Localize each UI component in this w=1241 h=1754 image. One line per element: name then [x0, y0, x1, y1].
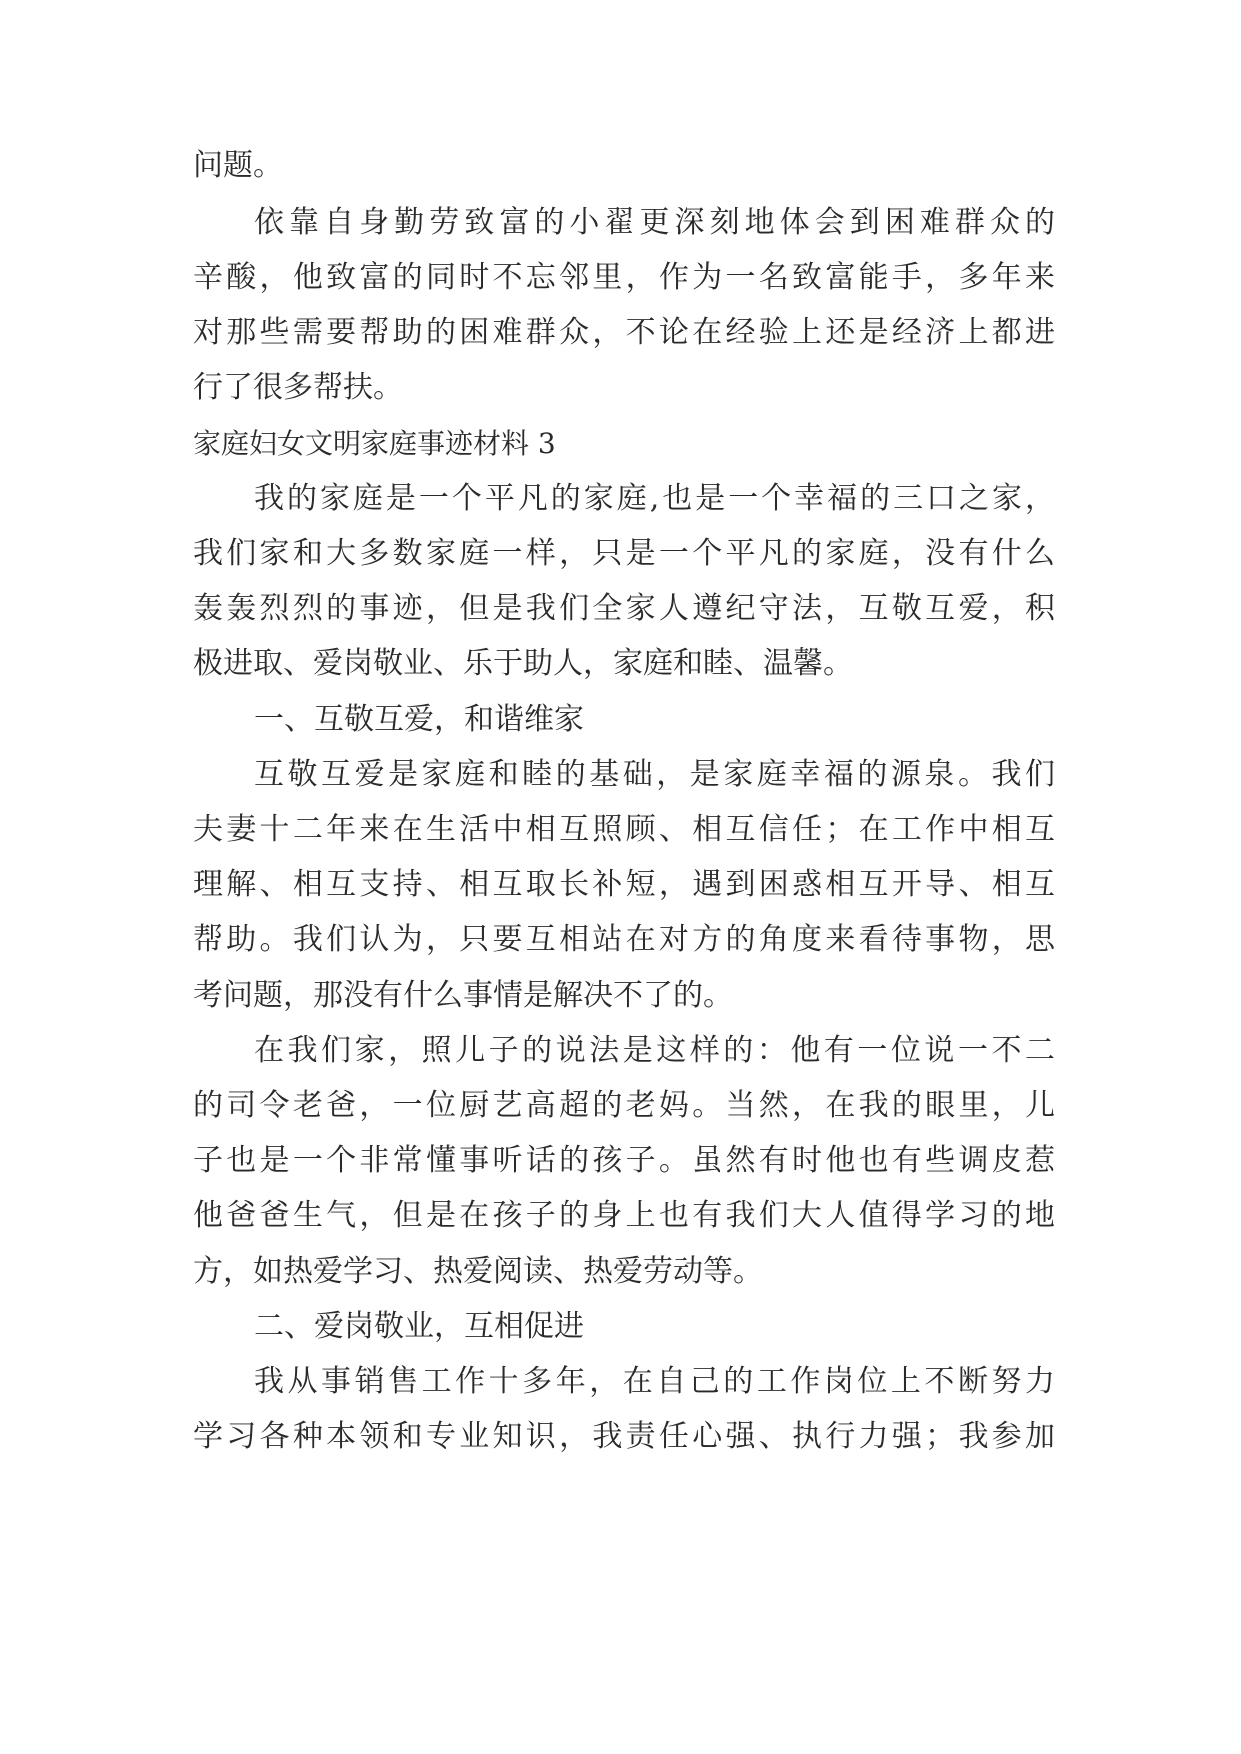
paragraph-line: 夫妻十二年来在生活中相互照顾、相互信任；在工作中相互 [193, 812, 1055, 847]
paragraph-line: 在我们家，照儿子的说法是这样的：他有一位说一不二 [254, 1033, 1055, 1068]
paragraph-line: 轰轰烈烈的事迹，但是我们全家人遵纪守法，互敬互爱，积 [193, 591, 1055, 626]
paragraph-line: 的司令老爸，一位厨艺高超的老妈。当然，在我的眼里，儿 [193, 1088, 1055, 1123]
paragraph-line: 他爸爸生气，但是在孩子的身上也有我们大人值得学习的地 [193, 1198, 1055, 1233]
subheading-1: 一、互敬互爱，和谐维家 [254, 702, 584, 737]
paragraph-line: 行了很多帮扶。 [193, 370, 403, 405]
paragraph-line: 学习各种本领和专业知识，我责任心强、执行力强；我参加 [193, 1419, 1055, 1454]
paragraph-line: 考问题，那没有什么事情是解决不了的。 [193, 978, 733, 1013]
paragraph-line: 问题。 [193, 148, 283, 183]
paragraph-line: 辛酸，他致富的同时不忘邻里，作为一名致富能手，多年来 [193, 260, 1055, 295]
paragraph-line: 方，如热爱学习、热爱阅读、热爱劳动等。 [193, 1254, 763, 1289]
paragraph-line: 我的家庭是一个平凡的家庭,也是一个幸福的三口之家， [254, 481, 1055, 516]
paragraph-line: 理解、相互支持、相互取长补短，遇到困惑相互开导、相互 [193, 867, 1055, 902]
section-title: 家庭妇女文明家庭事迹材料 3 [193, 427, 556, 460]
paragraph-line: 互敬互爱是家庭和睦的基础，是家庭幸福的源泉。我们 [254, 757, 1055, 792]
paragraph-line: 帮助。我们认为，只要互相站在对方的角度来看待事物，思 [193, 922, 1055, 957]
subheading-2: 二、爱岗敬业，互相促进 [254, 1309, 584, 1344]
paragraph-line: 极进取、爱岗敬业、乐于助人，家庭和睦、温馨。 [193, 646, 853, 681]
paragraph-line: 我们家和大多数家庭一样，只是一个平凡的家庭，没有什么 [193, 536, 1055, 571]
paragraph-line: 对那些需要帮助的困难群众，不论在经验上还是经济上都进 [193, 315, 1055, 350]
paragraph-line: 依靠自身勤劳致富的小翟更深刻地体会到困难群众的 [254, 205, 1055, 240]
paragraph-line: 子也是一个非常懂事听话的孩子。虽然有时他也有些调皮惹 [193, 1143, 1055, 1178]
paragraph-line: 我从事销售工作十多年，在自己的工作岗位上不断努力 [254, 1364, 1055, 1399]
